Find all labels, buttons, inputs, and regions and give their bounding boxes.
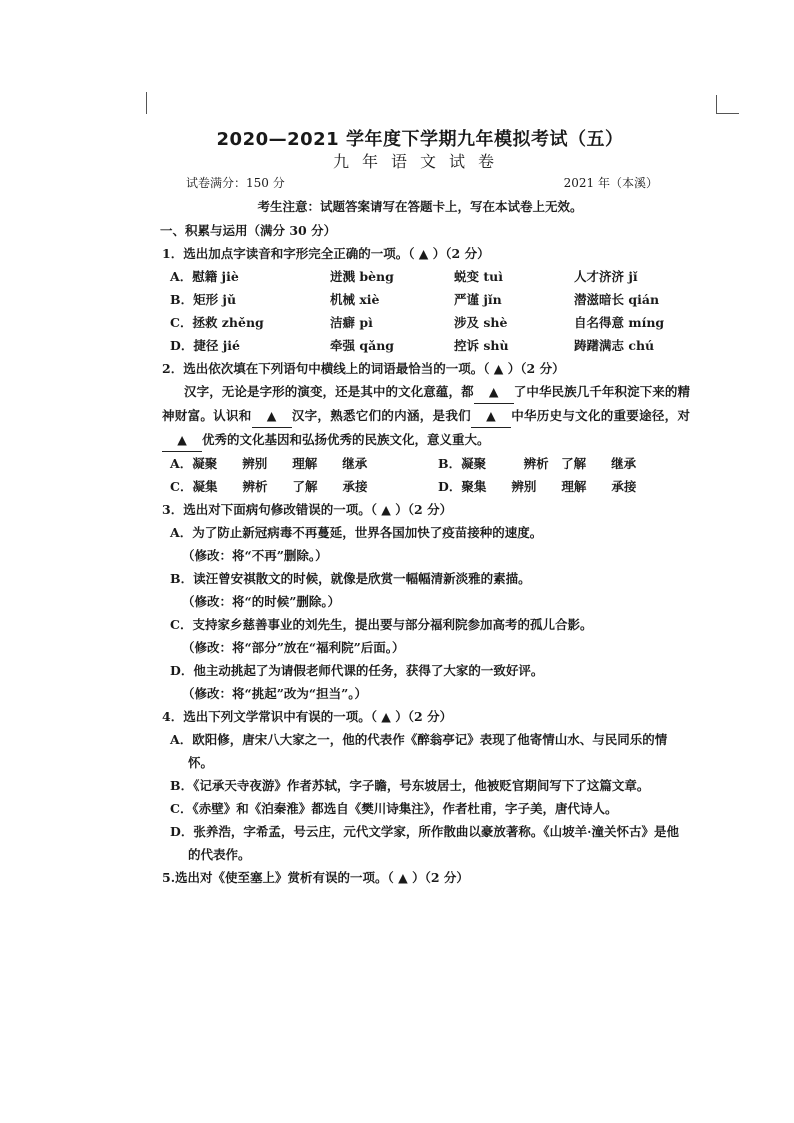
q3-sentence: C．支持家乡慈善事业的刘先生，提出要与部分福利院参加高考的孤儿合影。 [170, 617, 593, 632]
crop-mark-left [146, 92, 147, 114]
exam-subtitle: 九年语文试卷 [332, 152, 507, 171]
passage-text: 汉字，无论是字形的演变，还是其中的文化意蕴，都 [184, 384, 474, 399]
q3-fix: （修改：将“部分”放在“福利院”后面。） [182, 640, 405, 655]
q4-option: A．欧阳修，唐宋八大家之一，他的代表作《醉翁亭记》表现了他寄情山水、与民同乐的情怀。 [170, 732, 668, 770]
question-3-stem: 3．选出对下面病句修改错误的一项。（ ▲ ）（2 分） [162, 502, 453, 517]
q4-option: C．《赤壁》和《泊秦淮》都选自《樊川诗集注》，作者杜甫，字子美，唐代诗人。 [170, 801, 618, 816]
fill-blank: ▲ [252, 404, 292, 428]
q1-option-cell: 控诉 shù [454, 338, 509, 353]
section-title: 一、积累与运用（满分 30 分） [160, 223, 337, 238]
q3-sentence: B．读汪曾安祺散文的时候，就像是欣赏一幅幅清新淡雅的素描。 [170, 571, 531, 586]
question-2-passage [162, 380, 690, 452]
passage-text: 优秀的文化基因和弘扬优秀的民族文化，意义重大。 [202, 432, 490, 447]
q1-option-cell: B．矩形 jǔ [170, 292, 237, 307]
exam-title: 2020—2021 学年度下学期九年模拟考试（五） [216, 129, 624, 150]
q3-sentence: D．他主动挑起了为请假老师代课的任务，获得了大家的一致好评。 [170, 663, 544, 678]
q1-option-cell: D．捷径 jié [170, 338, 240, 353]
fill-blank: ▲ [162, 428, 202, 452]
full-score: 试卷满分：150 分 [186, 176, 285, 190]
passage-text: 了中华民族几千年积淀下来的精神财富。认识和 [162, 384, 690, 423]
question-1-options [170, 265, 690, 357]
q3-fix: （修改：将“的时候”删除。） [182, 594, 341, 609]
q3-fix: （修改：将“不再”删除。） [182, 548, 328, 563]
q1-option-cell: 踌躇满志 chú [574, 338, 655, 353]
q1-option-cell: 自名得意 míng [574, 315, 665, 330]
question-2-stem: 2．选出依次填在下列语句中横线上的词语最恰当的一项。（ ▲ ）（2 分） [162, 361, 565, 376]
question-2-options [170, 452, 690, 498]
fill-blank: ▲ [471, 404, 511, 428]
exam-page [150, 118, 690, 889]
q2-option: D．聚集 辨别 理解 承接 [438, 479, 637, 494]
q1-option-cell: 洁癖 pì [330, 315, 373, 330]
q1-option-cell: 蜕变 tuì [454, 269, 503, 284]
q1-option-cell: 牵强 qǎng [330, 338, 395, 353]
q4-option: B．《记承天寺夜游》作者苏轼，字子瞻，号东坡居士，他被贬官期间写下了这篇文章。 [170, 778, 650, 793]
q2-option: C．凝集 辨析 了解 承接 [170, 479, 368, 494]
passage-text: 中华历史与文化的重要途径，对 [510, 408, 690, 423]
q1-option-cell: 机械 xiè [330, 292, 380, 307]
question-5-stem: 5.选出对《使至塞上》赏析有误的一项。（ ▲ ）（2 分） [162, 870, 469, 885]
q1-option-cell: 迸溅 bèng [330, 269, 394, 284]
q1-option-cell: 人才济济 jǐ [574, 269, 638, 284]
exam-notice: 考生注意：试题答案请写在答题卡上，写在本试卷上无效。 [257, 199, 583, 214]
q1-option-cell: C．拯救 zhěng [170, 315, 264, 330]
q4-option: D．张养浩，字希孟，号云庄，元代文学家，所作散曲以豪放著称。《山坡羊·潼关怀古》是他的代表作。 [170, 824, 679, 862]
q3-sentence: A．为了防止新冠病毒不再蔓延，世界各国加快了疫苗接种的速度。 [170, 525, 543, 540]
question-1-stem: 1．选出加点字读音和字形完全正确的一项。（ ▲ ）（2 分） [162, 246, 490, 261]
crop-mark-right [716, 95, 739, 114]
fill-blank: ▲ [474, 380, 514, 404]
q1-option-cell: A．慰籍 jiè [170, 269, 239, 284]
q1-option-cell: 严谨 jǐn [454, 292, 502, 307]
year-region: 2021 年（本溪） [563, 176, 658, 190]
q3-fix: （修改：将“挑起”改为“担当”。） [182, 686, 368, 701]
q1-option-cell: 潜滋暗长 qián [574, 292, 660, 307]
passage-text: 汉字，熟悉它们的内涵，是我们 [291, 408, 471, 423]
exam-meta [150, 172, 690, 194]
q1-option-cell: 涉及 shè [454, 315, 508, 330]
q2-option: B．凝聚 辨析 了解 继承 [438, 456, 637, 471]
question-4-stem: 4．选出下列文学常识中有误的一项。（ ▲ ）（2 分） [162, 709, 453, 724]
q2-option: A．凝聚 辨别 理解 继承 [170, 456, 368, 471]
